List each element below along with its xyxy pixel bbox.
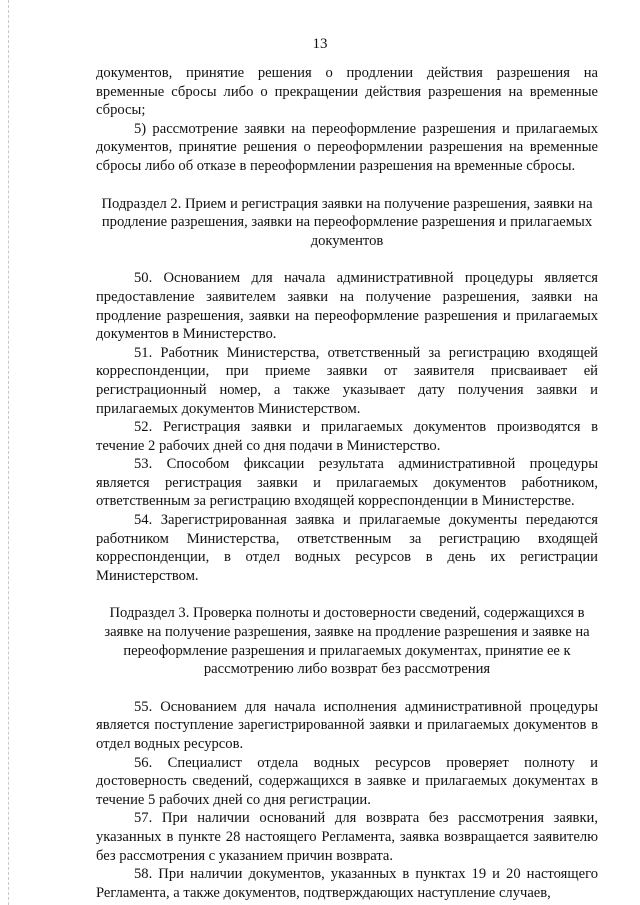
paragraph-51: 51. Работник Министерства, ответственный за регистрацию входящей корреспонденции, при приеме заявки от заявителя присваивает ей регистрационный номер, а также указывает дату получения заявки и прилагаемых документов Министерством.: [96, 344, 598, 417]
paragraph-54: 54. Зарегистрированная заявка и прилагаемые документы передаются работником Министерства, ответственным за регистрацию входящей корреспонденции, в отдел водных ресурсов в день их регистрации Министерством.: [96, 512, 598, 584]
subsection-2-heading: Подраздел 2. Прием и регистрация заявки на получение разрешения, заявки на продление разрешения, заявки на переоформление разрешения и прилагаемых документов: [101, 195, 593, 249]
document-body: [96, 64, 598, 902]
subsection-3-heading: Подраздел 3. Проверка полноты и достоверности сведений, содержащихся в заявке на получение разрешения, заявке на продление разрешения и заявке на переоформление разрешения и прилагаемых документах, принятие ее к рассмотрению либо возврат без рассмотрения: [104, 605, 590, 678]
subsection-2-body: [96, 269, 598, 585]
subsection-3-body: [96, 698, 598, 903]
paragraph-56: 56. Специалист отдела водных ресурсов проверяет полноту и достоверность сведений, содержащихся в заявке и прилагаемых документах в течение 5 рабочих дней со дня регистрации.: [96, 754, 598, 808]
list-item-5: 5) рассмотрение заявки на переоформление разрешения и прилагаемых документов, принятие решения о переоформлении разрешения на временные сбросы либо об отказе в переоформлении разрешения на временные сбросы.: [96, 120, 598, 174]
page-number: 13: [312, 36, 328, 52]
paragraph-55: 55. Основанием для начала исполнения административной процедуры является поступление зарегистрированной заявки и прилагаемых документов в отдел водных ресурсов.: [96, 698, 598, 752]
page-margin-line: [8, 0, 9, 905]
paragraph-53: 53. Способом фиксации результата административной процедуры является регистрация заявки и прилагаемых документов работником, ответственным за регистрацию входящей корреспонденции в Министерстве.: [96, 456, 598, 510]
continuation-paragraph: документов, принятие решения о продлении действия разрешения на временные сбросы либо о прекращении действия разрешения на временные сбросы;: [96, 65, 598, 119]
paragraph-57: 57. При наличии оснований для возврата без рассмотрения заявки, указанных в пункте 28 настоящего Регламента, заявка возвращается заявителю без рассмотрения с указанием причин возврата.: [96, 810, 598, 864]
paragraph-50: 50. Основанием для начала административной процедуры является предоставление заявителем заявки на получение разрешения, заявки на продление разрешения, заявки на переоформление разрешения и прилагаемых документов в Министерство.: [96, 270, 598, 343]
paragraph-58: 58. При наличии документов, указанных в пунктах 19 и 20 настоящего Регламента, а также документов, подтверждающих наступление случаев,: [96, 866, 598, 901]
paragraph-52: 52. Регистрация заявки и прилагаемых документов производятся в течение 2 рабочих дней со дня подачи в Министерство.: [96, 419, 598, 454]
